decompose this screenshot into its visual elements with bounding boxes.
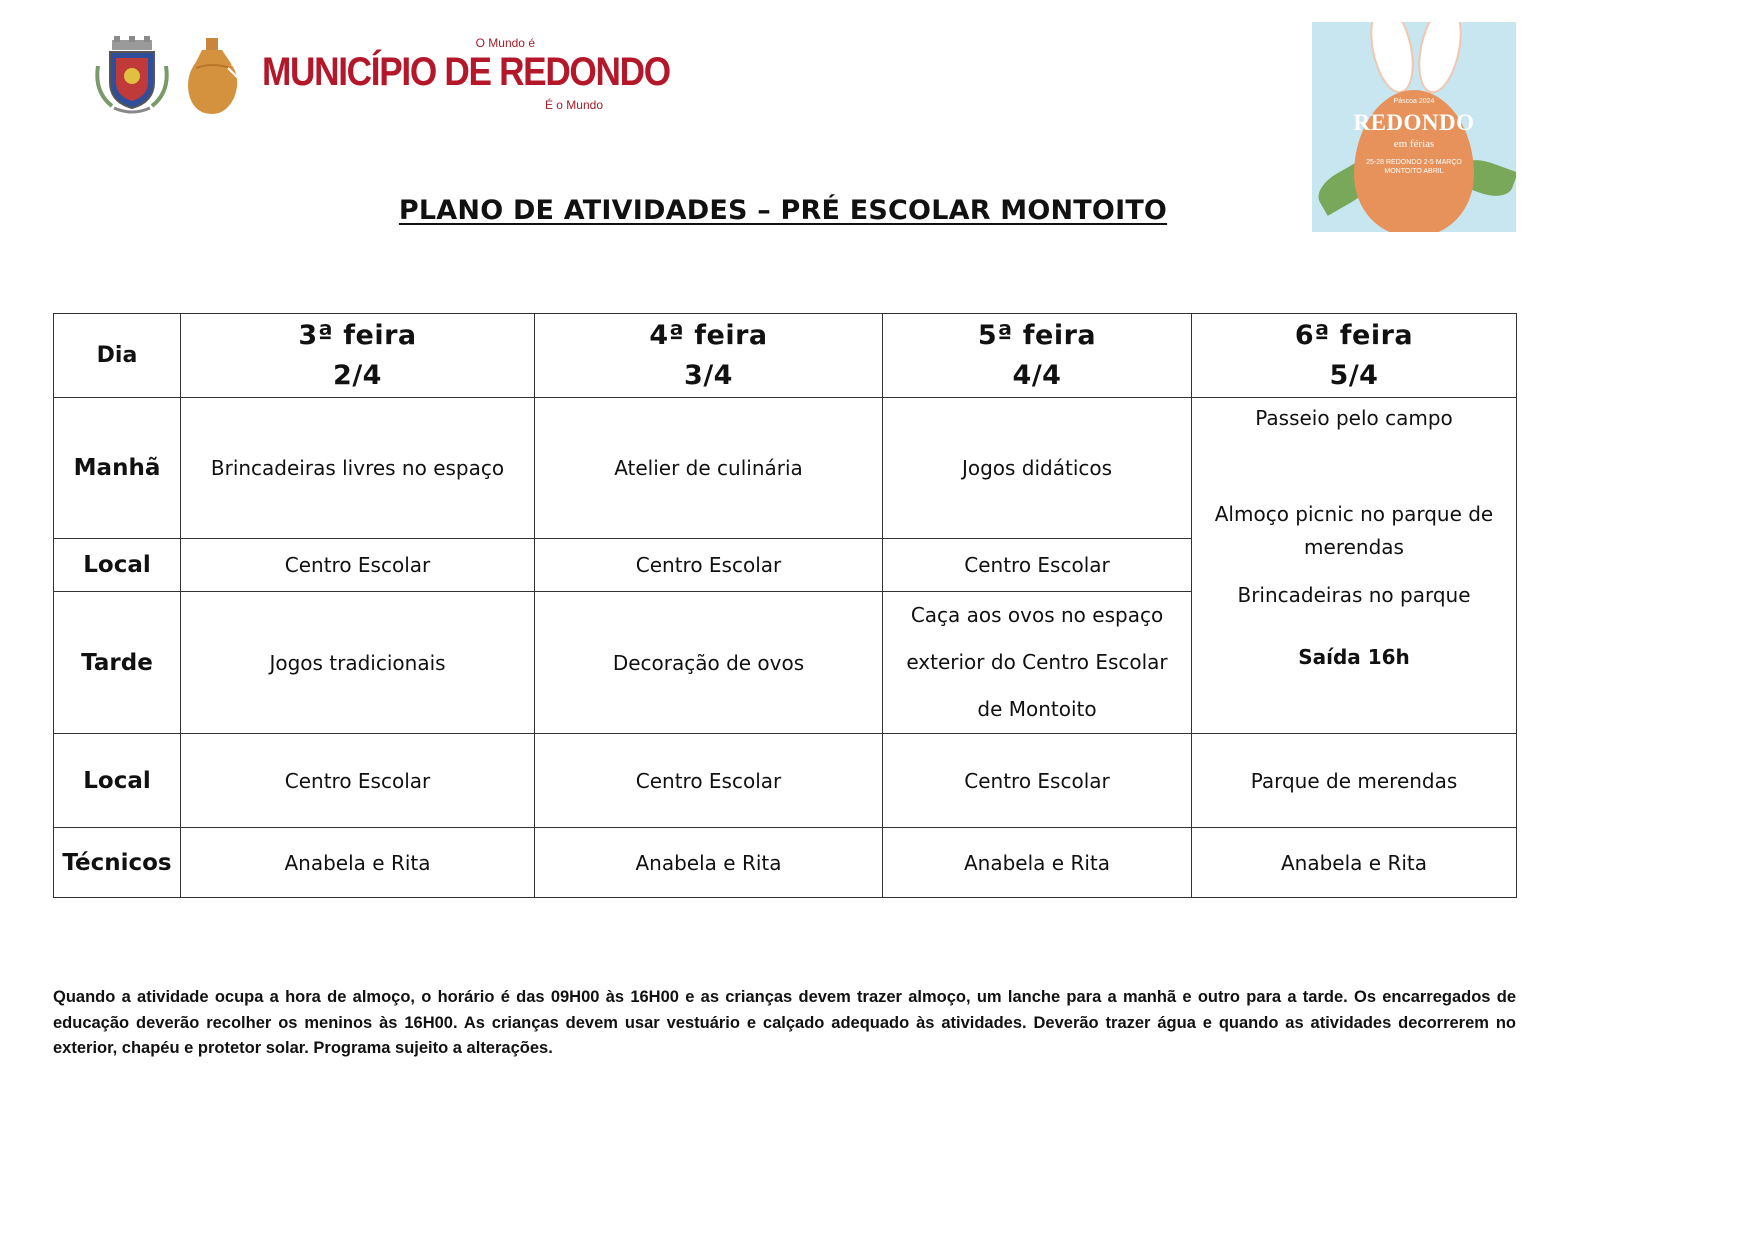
activities-table	[53, 313, 1517, 898]
row-label-manha: Manhã	[54, 398, 181, 539]
day-date: 2/4	[333, 359, 382, 391]
page-title: PLANO DE ATIVIDADES – PRÉ ESCOLAR MONTOITO	[398, 195, 1168, 226]
table-cell: Anabela e Rita	[181, 828, 535, 898]
table-header-row	[54, 314, 1517, 398]
table-cell: Jogos tradicionais	[181, 592, 535, 734]
cell-line: exterior do Centro Escolar	[906, 650, 1168, 674]
brand-tagline-bottom: É o Mundo	[544, 98, 603, 112]
poster-name: REDONDO	[1353, 110, 1475, 135]
table-cell: Centro Escolar	[181, 734, 535, 828]
row-label-tarde: Tarde	[54, 592, 181, 734]
table-cell: Atelier de culinária	[535, 398, 883, 539]
row-label-local: Local	[54, 539, 181, 592]
table-cell: Brincadeiras livres no espaço	[181, 398, 535, 539]
day-date: 4/4	[1012, 359, 1062, 391]
footer-note: Quando a atividade ocupa a hora de almoço, o horário é das 09H00 às 16H00 e as crianças devem trazer almoço, um lanche para a manhã e outro para a tarde. Os encarregados de educação deverão recolher os meninos às 16H00. As crianças devem usar vestuário e calçado adequado às atividades. Deverão trazer água e quando as atividades decorrerem no exterior, chapéu e protetor solar. Programa sujeito a alterações.	[53, 988, 1516, 1057]
brand-tagline-top: O Mundo é	[475, 36, 535, 50]
day-header	[883, 314, 1192, 398]
bunny-ear-left	[1363, 22, 1421, 97]
table-cell: Centro Escolar	[883, 734, 1192, 828]
brand-name: MUNICÍPIO DE REDONDO	[262, 50, 670, 94]
table-cell: Centro Escolar	[535, 734, 883, 828]
friday-line: Almoço picnic no parque de	[1214, 502, 1494, 526]
table-row-local	[54, 734, 1517, 828]
table-cell: Anabela e Rita	[883, 828, 1192, 898]
friday-line: merendas	[1304, 535, 1404, 559]
table-cell: Centro Escolar	[181, 539, 535, 592]
day-header	[181, 314, 535, 398]
table-cell: Jogos didáticos	[883, 398, 1192, 539]
cell-line: Caça aos ovos no espaço	[910, 603, 1164, 627]
table-cell: Decoração de ovos	[535, 592, 883, 734]
row-label-local: Local	[54, 734, 181, 828]
table-cell: Centro Escolar	[535, 539, 883, 592]
day-header	[1192, 314, 1517, 398]
table-cell: Anabela e Rita	[1192, 828, 1517, 898]
municipality-brand	[262, 36, 670, 116]
clay-jar-logo	[184, 38, 242, 114]
table-cell: Parque de merendas	[1192, 734, 1517, 828]
bunny-ear-right	[1411, 22, 1469, 97]
table-cell: Centro Escolar	[883, 539, 1192, 592]
friday-line: Passeio pelo campo	[1255, 406, 1453, 430]
table-row-manha	[54, 398, 1517, 539]
day-name: 6ª feira	[1294, 319, 1414, 351]
table-cell	[883, 592, 1192, 734]
day-date: 3/4	[684, 359, 733, 391]
friday-departure: Saída 16h	[1298, 645, 1410, 669]
row-label-dia: Dia	[54, 314, 181, 398]
poster-line3: em férias	[1393, 138, 1435, 150]
day-name: 3ª feira	[298, 319, 417, 351]
row-label-tecnicos: Técnicos	[54, 828, 181, 898]
poster-dates: 25-28 REDONDO 2-5 MARÇO MONTOITO ABRIL	[1366, 159, 1462, 175]
cell-line: de Montoito	[977, 697, 1097, 721]
table-row-tecnicos	[54, 828, 1517, 898]
day-name: 5ª feira	[977, 319, 1097, 351]
friday-activities-cell	[1192, 398, 1517, 734]
table-cell: Anabela e Rita	[535, 828, 883, 898]
day-header	[535, 314, 883, 398]
day-name: 4ª feira	[649, 319, 768, 351]
friday-line: Brincadeiras no parque	[1237, 583, 1471, 607]
day-date: 5/4	[1329, 359, 1379, 391]
municipal-crest-logo	[92, 36, 172, 114]
poster-line1: Páscoa 2024	[1393, 98, 1435, 105]
